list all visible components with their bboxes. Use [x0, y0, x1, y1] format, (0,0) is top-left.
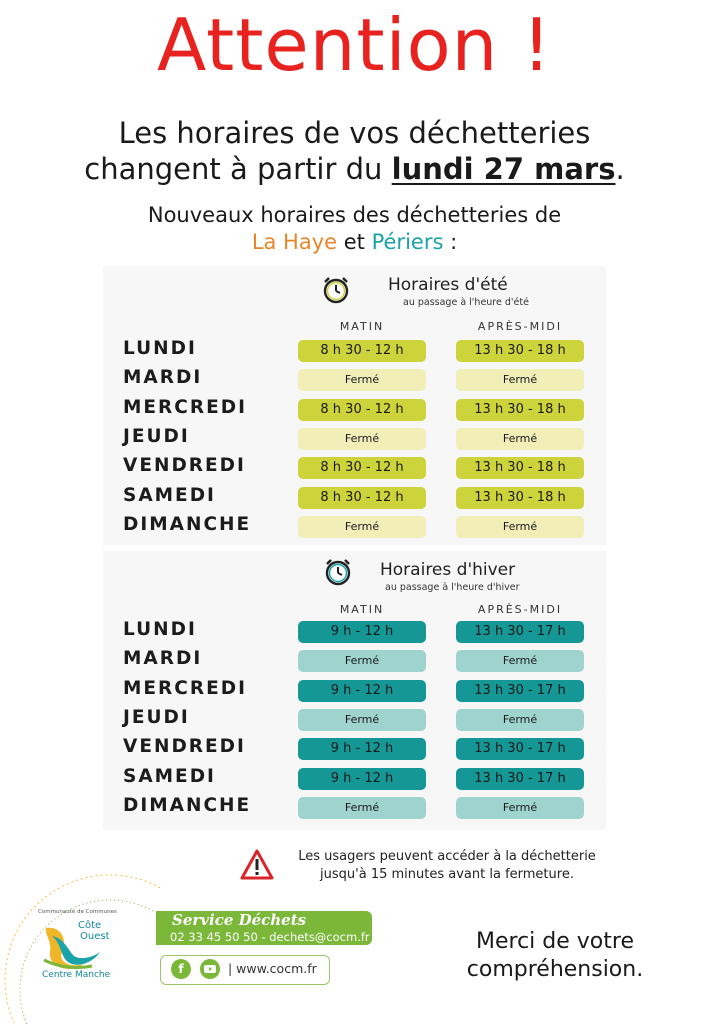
- afternoon-slot: Fermé: [456, 797, 584, 819]
- morning-slot: 8 h 30 - 12 h: [298, 457, 426, 479]
- afternoon-slot: Fermé: [456, 650, 584, 672]
- website-link[interactable]: | www.cocm.fr: [228, 961, 317, 976]
- day-label: MARDI: [123, 648, 203, 670]
- day-label: JEUDI: [123, 425, 190, 447]
- winter-afternoon-header: APRÈS-MIDI: [477, 603, 563, 616]
- winter-title: Horaires d'hiver: [380, 560, 516, 580]
- afternoon-slot: 13 h 30 - 18 h: [456, 340, 584, 362]
- morning-slot: 9 h - 12 h: [298, 738, 426, 760]
- summer-afternoon-header: APRÈS-MIDI: [477, 320, 563, 333]
- alarm-clock-icon: [323, 557, 353, 587]
- day-label: LUNDI: [123, 338, 197, 359]
- day-label: SAMEDI: [123, 765, 216, 787]
- day-label: VENDREDI: [123, 455, 246, 477]
- warning-line-2: jusqu'à 15 minutes avant la fermeture.: [320, 867, 574, 882]
- summer-title: Horaires d'été: [388, 275, 508, 295]
- morning-slot: 8 h 30 - 12 h: [298, 340, 426, 362]
- place-periers: Périers: [371, 230, 444, 254]
- change-date: lundi 27 mars: [391, 152, 616, 186]
- warning-icon: [240, 849, 274, 880]
- afternoon-slot: Fermé: [456, 516, 584, 538]
- morning-slot: 8 h 30 - 12 h: [298, 487, 426, 509]
- summer-morning-header: MATIN: [339, 320, 385, 333]
- day-label: MERCREDI: [123, 396, 247, 418]
- day-label: LUNDI: [123, 619, 197, 640]
- logo-ouest-text: Ouest: [80, 931, 110, 942]
- play-icon: [200, 959, 220, 979]
- winter-subtitle: au passage à l'heure d'hiver: [385, 582, 520, 593]
- subtitle-line-2: [0, 154, 709, 186]
- intro-line-2: [0, 230, 709, 255]
- morning-slot: 9 h - 12 h: [298, 680, 426, 702]
- morning-slot: Fermé: [298, 428, 426, 450]
- page-title: Attention !: [156, 3, 553, 87]
- day-label: MERCREDI: [123, 677, 247, 699]
- afternoon-slot: 13 h 30 - 17 h: [456, 680, 584, 702]
- intro-colon: :: [443, 230, 458, 254]
- day-label: DIMANCHE: [123, 794, 252, 816]
- warning-line-1: Les usagers peuvent accéder à la déchetterie: [298, 849, 596, 864]
- afternoon-slot: Fermé: [456, 428, 584, 450]
- subtitle-line-1: Les horaires de vos déchetteries: [118, 116, 591, 150]
- morning-slot: Fermé: [298, 797, 426, 819]
- afternoon-slot: Fermé: [456, 369, 584, 391]
- afternoon-slot: Fermé: [456, 709, 584, 731]
- morning-slot: Fermé: [298, 369, 426, 391]
- morning-slot: Fermé: [298, 650, 426, 672]
- afternoon-slot: 13 h 30 - 17 h: [456, 768, 584, 790]
- facebook-icon[interactable]: f: [171, 959, 191, 979]
- logo-centre-text: Centre Manche: [42, 970, 111, 980]
- afternoon-slot: 13 h 30 - 17 h: [456, 621, 584, 643]
- day-label: DIMANCHE: [123, 513, 252, 535]
- morning-slot: 8 h 30 - 12 h: [298, 399, 426, 421]
- morning-slot: Fermé: [298, 516, 426, 538]
- subtitle-line-2-start: changent à partir du: [84, 152, 392, 186]
- youtube-icon[interactable]: [200, 959, 220, 979]
- logo-small-text: Communauté de Communes: [38, 909, 117, 915]
- winter-morning-header: MATIN: [339, 603, 385, 616]
- morning-slot: 9 h - 12 h: [298, 768, 426, 790]
- day-label: JEUDI: [123, 706, 190, 728]
- day-label: VENDREDI: [123, 736, 246, 758]
- day-label: MARDI: [123, 367, 203, 389]
- service-contact: 02 33 45 50 50 - dechets@cocm.fr: [170, 930, 370, 944]
- afternoon-slot: 13 h 30 - 18 h: [456, 399, 584, 421]
- subtitle-line-2-end: .: [615, 152, 625, 186]
- intro-line-1: Nouveaux horaires des déchetteries de: [147, 203, 562, 227]
- summer-subtitle: au passage à l'heure d'été: [403, 297, 529, 308]
- afternoon-slot: 13 h 30 - 18 h: [456, 457, 584, 479]
- day-label: SAMEDI: [123, 484, 216, 506]
- afternoon-slot: 13 h 30 - 18 h: [456, 487, 584, 509]
- warning-text: [282, 848, 612, 884]
- place-la-haye: La Haye: [251, 230, 338, 254]
- thanks-line-1: Merci de votre: [476, 929, 634, 954]
- service-title: Service Déchets: [172, 911, 307, 929]
- intro-and: et: [337, 230, 372, 254]
- alarm-clock-icon: [321, 275, 351, 305]
- morning-slot: Fermé: [298, 709, 426, 731]
- logo-cote-text: Côte: [78, 920, 102, 931]
- thanks-line-2: compréhension.: [466, 957, 644, 982]
- morning-slot: 9 h - 12 h: [298, 621, 426, 643]
- afternoon-slot: 13 h 30 - 17 h: [456, 738, 584, 760]
